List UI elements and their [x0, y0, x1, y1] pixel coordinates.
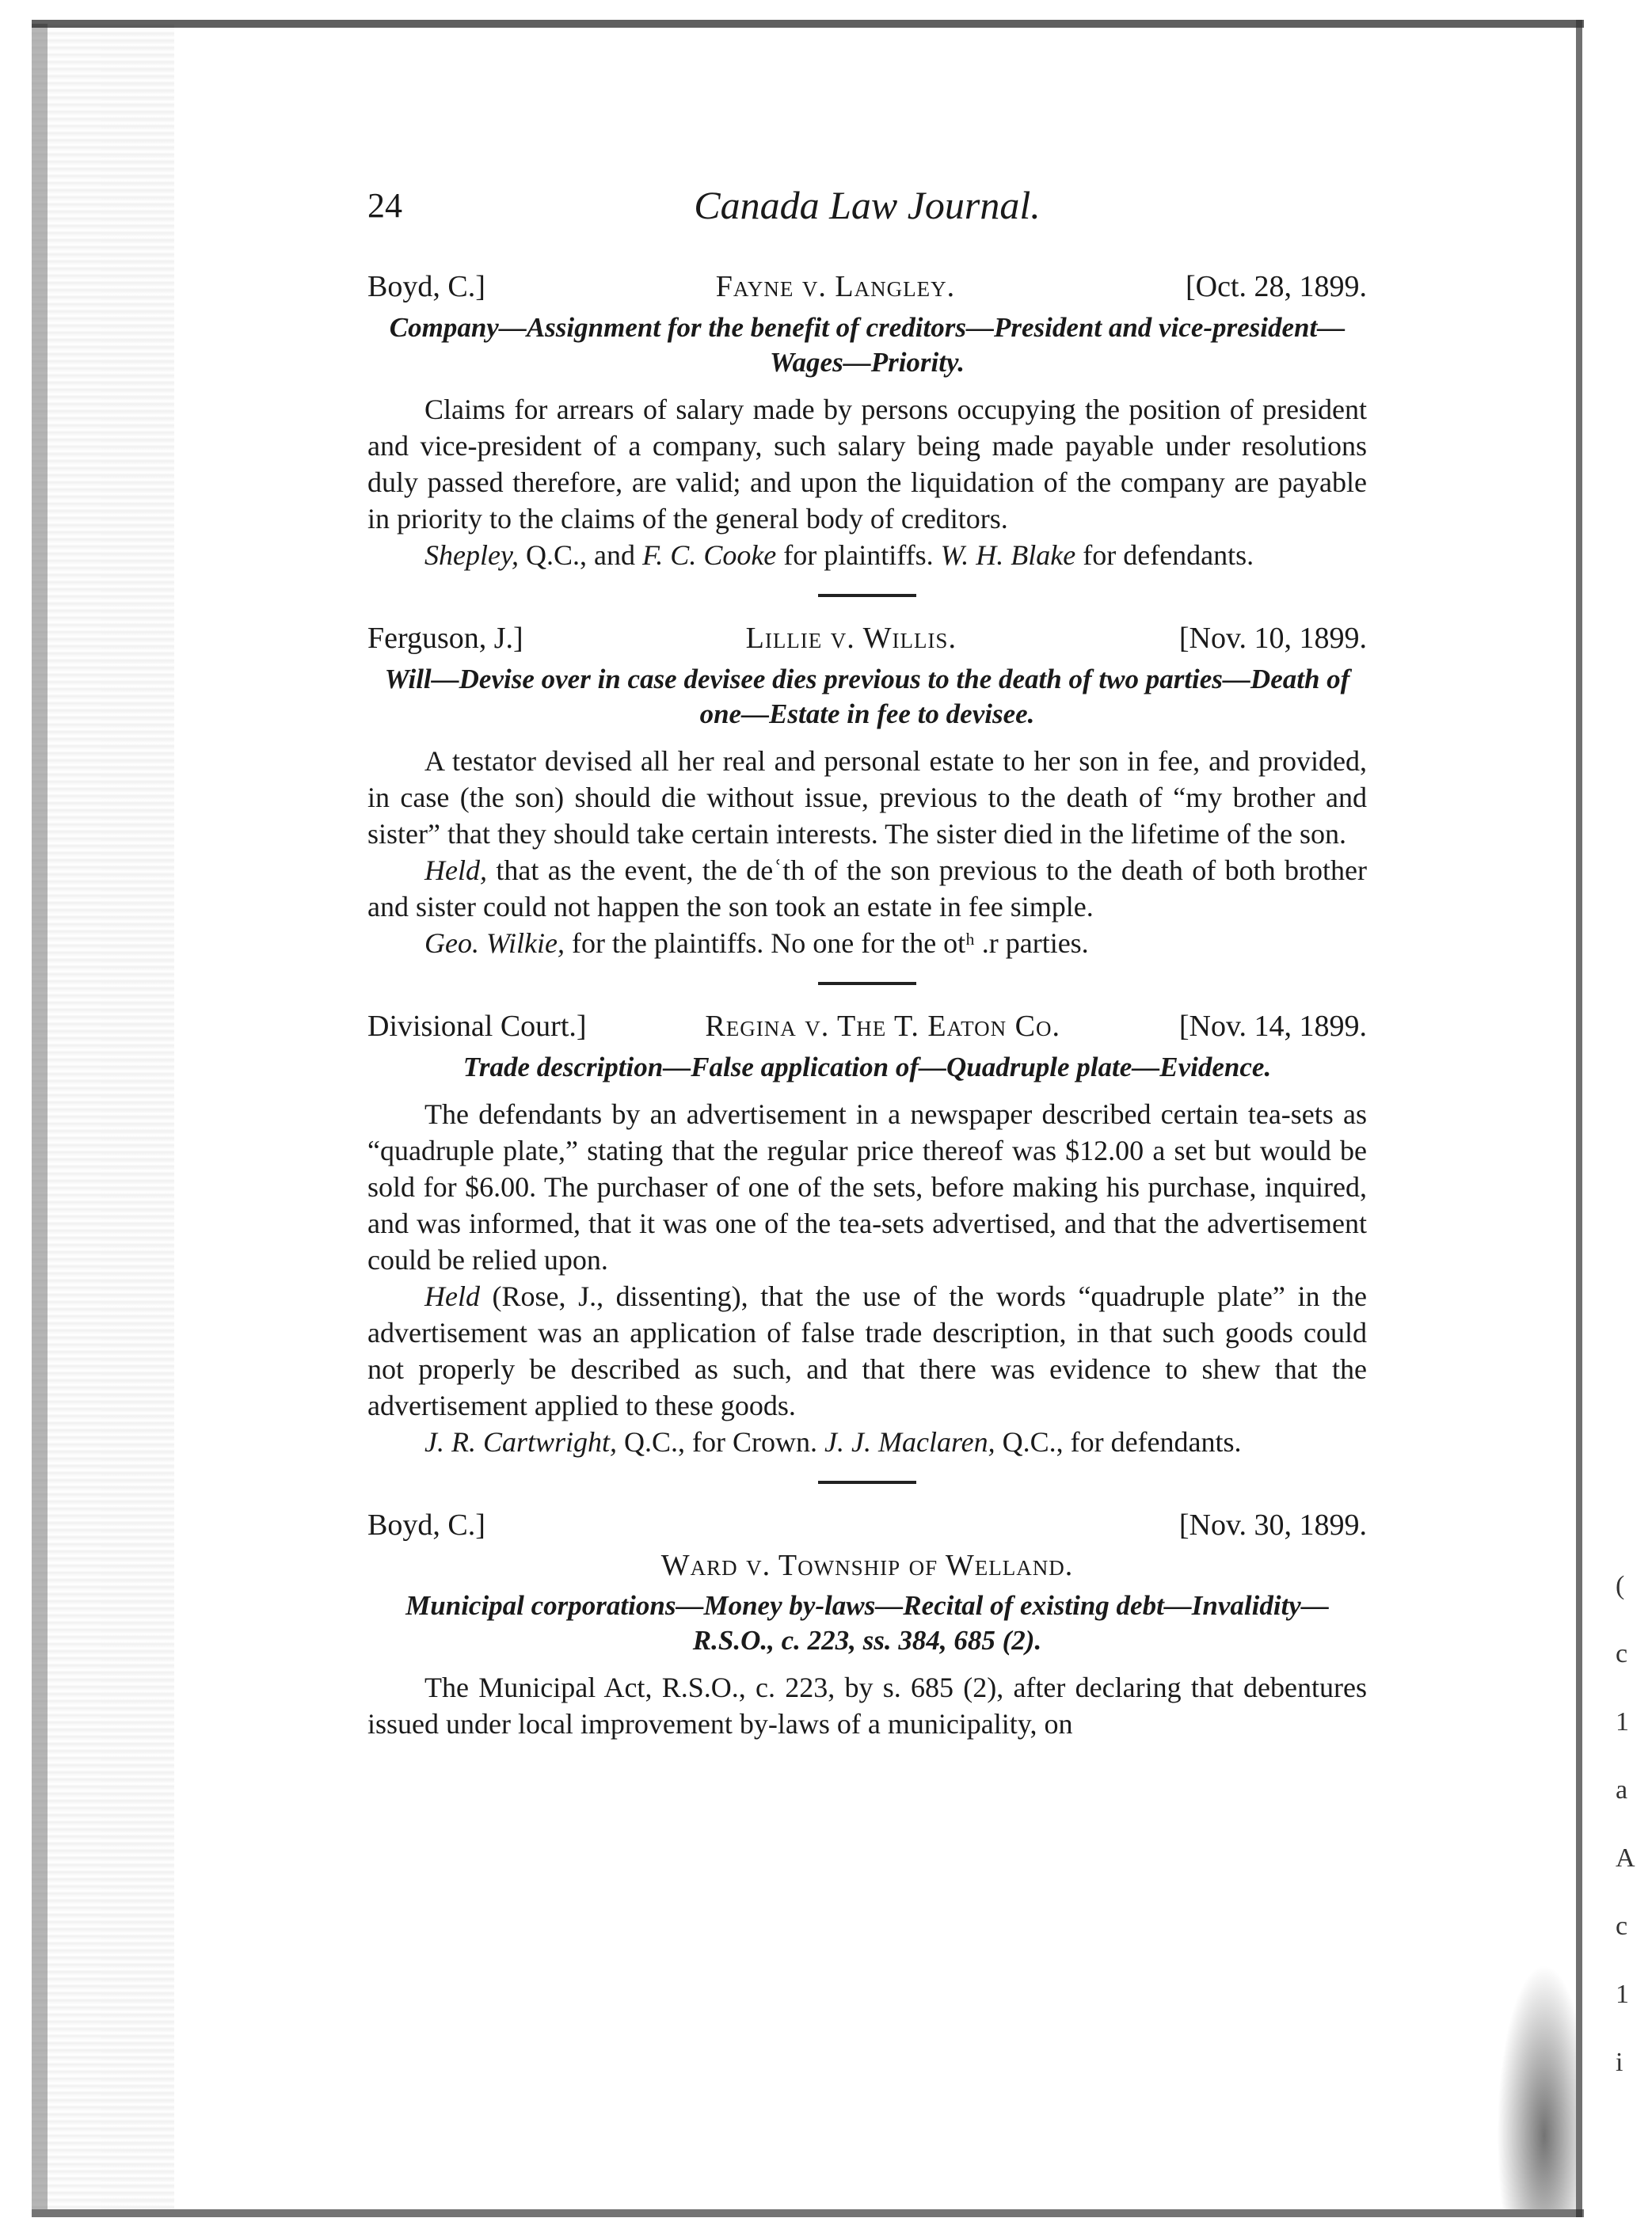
counsel-text: Q.C., for Crown. [617, 1426, 825, 1458]
scan-edge-right [1576, 20, 1582, 2217]
case-paragraph: The Municipal Act, R.S.O., c. 223, by s. 685 (2), after declaring that debentures issued under local improvement by-laws of a municipality, on [367, 1672, 1367, 1740]
margin-fragment: ( [1616, 1571, 1625, 1600]
case-lillie-v-willis [367, 618, 1367, 961]
counsel-text: for the plaintiffs. No one for the otʰ .r parties. [564, 927, 1089, 959]
headnote: Trade description—False application of—Quadruple plate—Evidence. [462, 1052, 1272, 1082]
scan-edge-left [32, 24, 174, 2209]
case-heading [367, 266, 1367, 307]
case-heading [367, 1505, 1367, 1546]
counsel-text: Q.C., for defendants. [995, 1426, 1242, 1458]
decision-date: [Nov. 14, 1899. [1178, 1010, 1367, 1043]
counsel-line [367, 537, 1367, 573]
margin-fragment: 1 [1616, 1707, 1629, 1737]
scan-edge-bottom [32, 2209, 1584, 2217]
case-paragraph: Claims for arrears of salary made by persons occupying the position of president and vice-president of a company, such salary being made payable under resolutions duly passed therefore, are valid; and upon the liquidation of the company are payable in priority to the claims of the general body of creditors. [367, 394, 1367, 535]
journal-title: Canada Law Journal. [694, 183, 1041, 227]
holding-paragraph [367, 852, 1367, 925]
margin-fragments [1616, 1552, 1639, 2097]
case-regina-v-eaton [367, 1006, 1367, 1460]
court: Divisional Court.] [367, 1010, 587, 1043]
headnote: Will—Devise over in case devisee dies previous to the death of two parties—Death of one—Estate in fee to devisee. [384, 664, 1350, 729]
counsel-name: F. C. Cooke [641, 539, 777, 571]
margin-fragment: 1 [1616, 1980, 1629, 2009]
counsel-name: Shepley, [424, 539, 519, 571]
counsel-name: J. J. Maclaren, [824, 1426, 995, 1458]
counsel-text: for plaintiffs. [776, 539, 941, 571]
section-divider [818, 1481, 916, 1484]
case-ward-v-welland [367, 1505, 1367, 1742]
case-paragraph: A testator devised all her real and personal estate to her son in fee, and provided, in case (the son) should die without issue, previous to the death of “my brother and sister” that they should take certain interests. The sister died in the lifetime of the son. [367, 745, 1367, 850]
journal-page [367, 182, 1367, 1742]
held-word: Held, [424, 854, 487, 886]
held-text: (Rose, J., dissenting), that the use of the words “quadruple plate” in the advertisement was an application of false trade description, in that such goods could not properly be described as such, and that there was evidence to shew that the advertisement applied to these goods. [367, 1280, 1367, 1421]
holding-paragraph [367, 1278, 1367, 1424]
case-paragraph: The defendants by an advertisement in a newspaper described certain tea-sets as “quadruple plate,” stating that the regular price thereof was $12.00 a set but would be sold for $6.00. The purchaser of one of the sets, before making his purchase, inquired, and was informed, that it was one of the tea-sets advertised, and that the advertisement could be relied upon. [367, 1098, 1367, 1276]
case-heading [367, 1006, 1367, 1047]
margin-fragment: c [1616, 1639, 1628, 1668]
case-heading [367, 618, 1367, 659]
held-word: Held [424, 1280, 480, 1312]
counsel-line [367, 925, 1367, 961]
counsel-name: J. R. Cartwright, [424, 1426, 618, 1458]
case-name: Lillie v. Willis. [745, 622, 957, 655]
decision-date: [Oct. 28, 1899. [1185, 270, 1367, 303]
case-name: Fayne v. Langley. [715, 270, 956, 303]
margin-fragment: a [1616, 1775, 1628, 1805]
counsel-text: Q.C., and [518, 539, 642, 571]
court: Boyd, C.] [367, 270, 485, 303]
case-name: Regina v. The T. Eaton Co. [705, 1010, 1060, 1043]
margin-fragment: A [1616, 1843, 1635, 1873]
section-divider [818, 982, 916, 985]
counsel-line [367, 1424, 1367, 1460]
scan-edge-top [32, 20, 1584, 28]
case-fayne-v-langley [367, 266, 1367, 573]
held-text: that as the event, the deʿth of the son previous to the death of both brother and sister could not happen the son took an estate in fee simple. [367, 854, 1367, 923]
court: Ferguson, J.] [367, 622, 523, 655]
case-name: Ward v. Township of Welland. [660, 1549, 1074, 1582]
counsel-text: for defendants. [1075, 539, 1254, 571]
page-number: 24 [367, 186, 402, 225]
court: Boyd, C.] [367, 1508, 485, 1542]
headnote: Company—Assignment for the benefit of creditors—President and vice-president—Wages—Priority. [389, 312, 1346, 378]
counsel-name: W. H. Blake [940, 539, 1076, 571]
counsel-name: Geo. Wilkie, [424, 927, 565, 959]
margin-fragment: c [1616, 1912, 1628, 1941]
decision-date: [Nov. 30, 1899. [1178, 1508, 1367, 1542]
decision-date: [Nov. 10, 1899. [1178, 622, 1367, 655]
scan-smudge [1497, 1964, 1576, 2209]
margin-fragment: i [1616, 2048, 1623, 2077]
headnote: Municipal corporations—Money by-laws—Recital of existing debt—Invalidity—R.S.O., c. 223, ss. 384, 685 (2). [405, 1590, 1329, 1656]
section-divider [818, 594, 916, 597]
running-head [367, 182, 1367, 245]
